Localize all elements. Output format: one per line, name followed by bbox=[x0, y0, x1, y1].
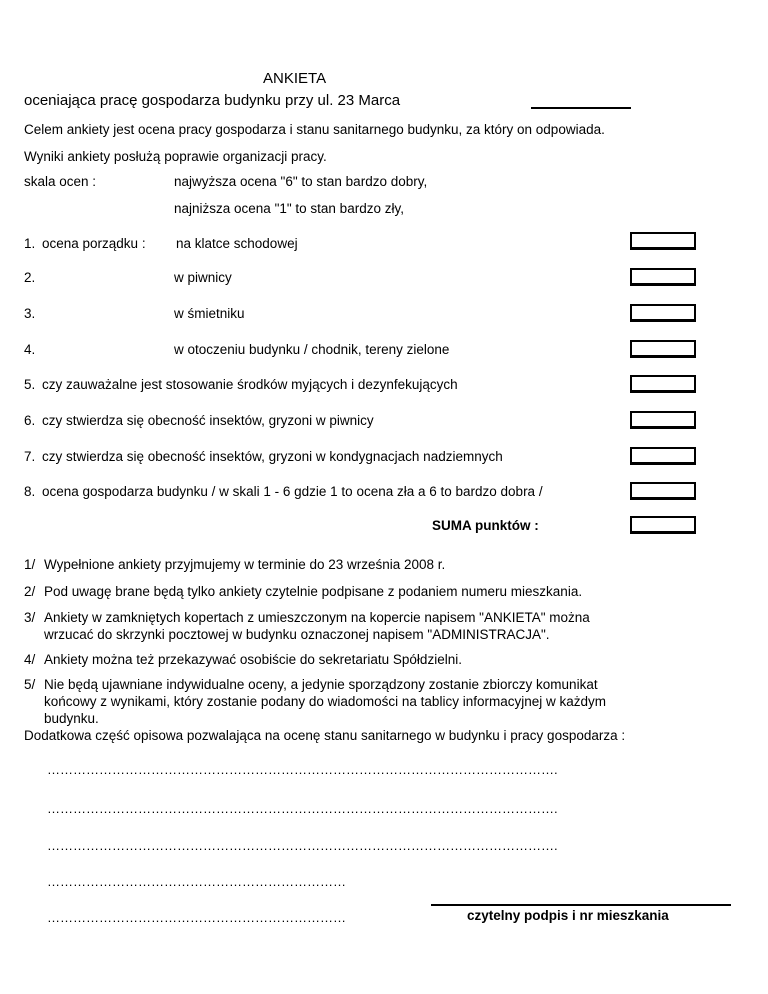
question-text: czy stwierdza się obecność insektów, gryzoni w kondygnacjach nadziemnych bbox=[42, 449, 503, 464]
question-number: 3. bbox=[24, 306, 36, 321]
question-number: 5. bbox=[24, 377, 36, 392]
question-text: czy zauważalne jest stosowanie środków myjących i dezynfekujących bbox=[42, 377, 458, 392]
score-box-7[interactable] bbox=[630, 447, 696, 465]
question-prefix: ocena porządku : bbox=[42, 236, 146, 251]
score-box-2[interactable] bbox=[630, 268, 696, 286]
score-box-4[interactable] bbox=[630, 340, 696, 358]
sum-label: SUMA punktów : bbox=[432, 518, 539, 533]
scale-high: najwyższa ocena "6" to stan bardzo dobry, bbox=[174, 174, 428, 189]
question-text: w piwnicy bbox=[174, 270, 232, 285]
comment-line-4[interactable]: …………………………………………………………… bbox=[47, 874, 346, 889]
note-privacy-cont: budynku. bbox=[44, 711, 99, 726]
note-deadline: Wypełnione ankiety przyjmujemy w terminie do 23 września 2008 r. bbox=[44, 557, 446, 572]
question-text: na klatce schodowej bbox=[176, 236, 298, 251]
note-envelope: Ankiety w zamkniętych kopertach z umieszczonym na kopercie napisem "ANKIETA" można bbox=[44, 610, 590, 625]
comment-line-3[interactable]: ………………………………………………………………………………………………………. bbox=[47, 838, 558, 853]
score-box-3[interactable] bbox=[630, 304, 696, 322]
question-text: czy stwierdza się obecność insektów, gryzoni w piwnicy bbox=[42, 413, 374, 428]
question-number: 4. bbox=[24, 342, 36, 357]
intro-purpose: Celem ankiety jest ocena pracy gospodarza i stanu sanitarnego budynku, za który on odpowiada. bbox=[24, 122, 605, 137]
form-title: ANKIETA bbox=[263, 70, 327, 87]
note-number: 2/ bbox=[24, 584, 36, 599]
intro-goal: Wyniki ankiety posłużą poprawie organizacji pracy. bbox=[24, 149, 327, 164]
note-envelope-cont: wrzucać do skrzynki pocztowej w budynku oznaczonej napisem "ADMINISTRACJA". bbox=[44, 627, 550, 642]
score-box-6[interactable] bbox=[630, 411, 696, 429]
extra-description-label: Dodatkowa część opisowa pozwalająca na ocenę stanu sanitarnego w budynku i pracy gospodarza : bbox=[24, 728, 626, 743]
comment-line-5[interactable]: …………………………………………………………… bbox=[47, 910, 346, 925]
question-text: w śmietniku bbox=[174, 306, 245, 321]
signature-label: czytelny podpis i nr mieszkania bbox=[467, 908, 669, 923]
note-number: 4/ bbox=[24, 652, 36, 667]
scale-label: skala ocen : bbox=[24, 174, 97, 189]
note-privacy: Nie będą ujawniane indywidualne oceny, a jedynie sporządzony zostanie zbiorczy komunikat bbox=[44, 677, 598, 692]
form-subtitle: oceniająca pracę gospodarza budynku przy ul. 23 Marca bbox=[24, 92, 401, 109]
question-number: 7. bbox=[24, 449, 36, 464]
street-number-blank[interactable] bbox=[531, 107, 631, 109]
signature-line[interactable] bbox=[431, 904, 731, 906]
sum-box[interactable] bbox=[630, 516, 696, 534]
question-text: w otoczeniu budynku / chodnik, tereny zielone bbox=[174, 342, 450, 357]
comment-line-2[interactable]: ………………………………………………………………………………………………………. bbox=[47, 801, 558, 816]
score-box-1[interactable] bbox=[630, 232, 696, 250]
score-box-8[interactable] bbox=[630, 482, 696, 500]
comment-line-1[interactable]: ………………………………………………………………………………………………………. bbox=[47, 762, 558, 777]
note-number: 1/ bbox=[24, 557, 36, 572]
question-text: ocena gospodarza budynku / w skali 1 - 6 gdzie 1 to ocena zła a 6 to bardzo dobra / bbox=[42, 484, 543, 499]
note-in-person: Ankiety można też przekazywać osobiście do sekretariatu Spółdzielni. bbox=[44, 652, 462, 667]
note-signature-required: Pod uwagę brane będą tylko ankiety czytelnie podpisane z podaniem numeru mieszkania. bbox=[44, 584, 583, 599]
question-number: 1. bbox=[24, 236, 36, 251]
note-privacy-cont: końcowy z wynikami, który zostanie podany do wiadomości na tablicy informacyjnej w każdym bbox=[44, 694, 606, 709]
question-number: 6. bbox=[24, 413, 36, 428]
question-number: 8. bbox=[24, 484, 36, 499]
note-number: 3/ bbox=[24, 610, 36, 625]
score-box-5[interactable] bbox=[630, 375, 696, 393]
question-number: 2. bbox=[24, 270, 36, 285]
scale-low: najniższa ocena "1" to stan bardzo zły, bbox=[174, 201, 404, 216]
note-number: 5/ bbox=[24, 677, 36, 692]
